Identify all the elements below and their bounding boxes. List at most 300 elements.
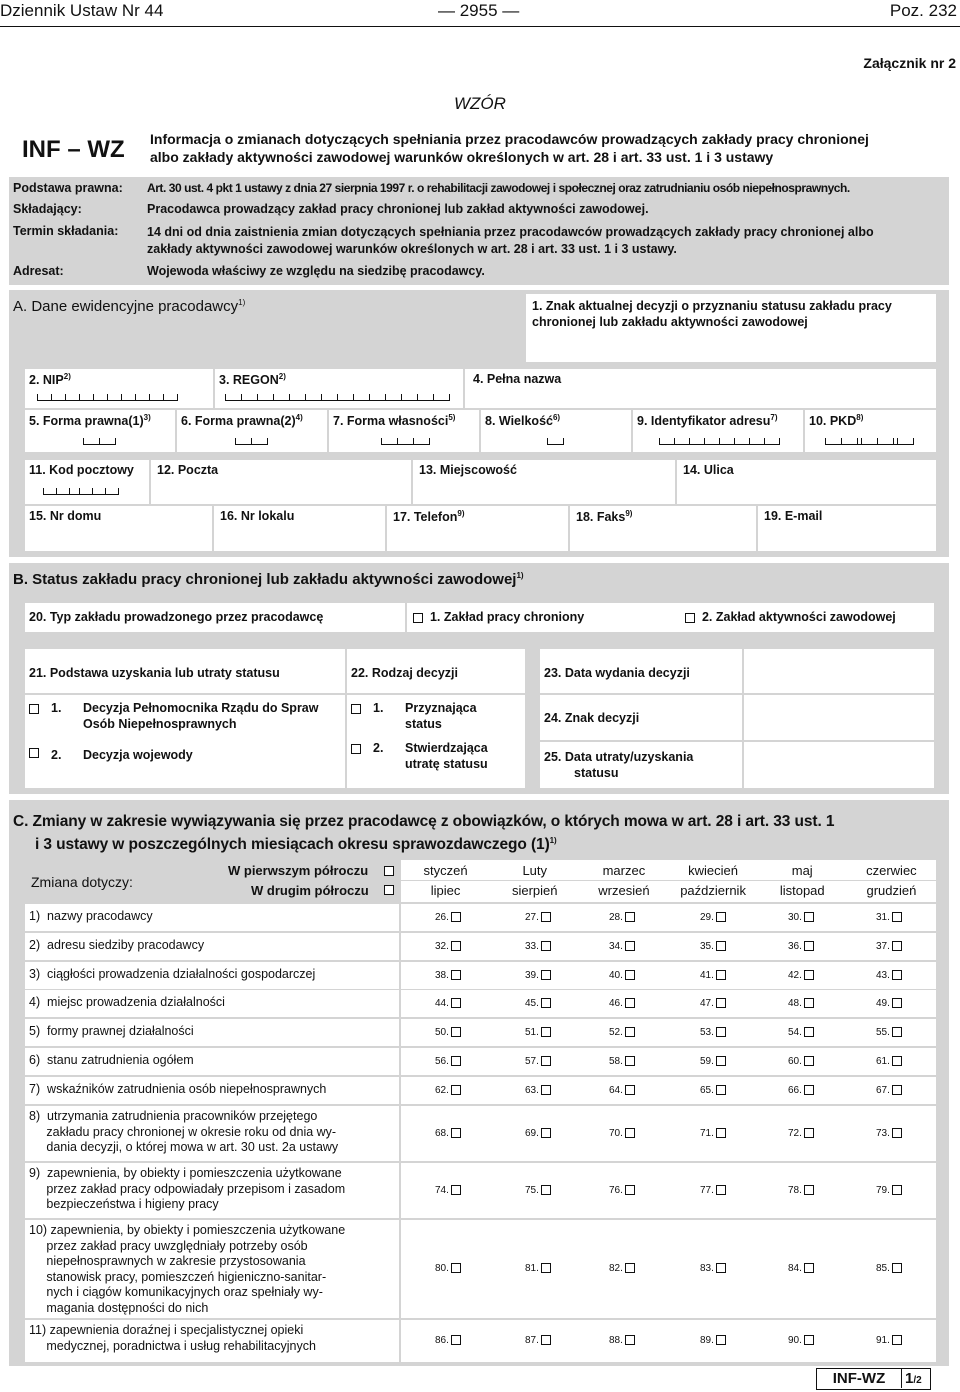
month-checkbox-item[interactable]: [700, 1027, 726, 1038]
field-2-footnote: 2): [63, 372, 71, 381]
checkbox-icon[interactable]: [804, 1128, 814, 1138]
month-checkbox-item[interactable]: [876, 1335, 902, 1346]
checkbox-icon[interactable]: [451, 1027, 461, 1037]
field-number: 53.: [700, 1026, 714, 1038]
checkbox-icon[interactable]: [451, 998, 461, 1008]
checkbox-icon[interactable]: [716, 912, 726, 922]
month-checkbox-item[interactable]: [525, 1128, 551, 1139]
month-checkbox-item[interactable]: [876, 1085, 902, 1096]
checkbox-icon[interactable]: [716, 1027, 726, 1037]
change-row-label-cell: [25, 1320, 399, 1362]
month-checkbox-item[interactable]: [435, 1085, 461, 1096]
field-number: 57.: [525, 1055, 539, 1067]
field-5-boxes[interactable]: [83, 438, 116, 445]
field-16-label: 16. Nr lokalu: [220, 509, 295, 523]
change-row-label: [29, 1109, 338, 1156]
month-checkbox-item[interactable]: [435, 998, 461, 1009]
field-16-apartment-number[interactable]: [214, 506, 385, 551]
month-checkbox-item[interactable]: [435, 1263, 461, 1274]
field-7-ownership-form[interactable]: [329, 410, 479, 452]
checkbox-icon[interactable]: [29, 748, 39, 758]
month-checkbox-item[interactable]: [609, 941, 635, 952]
checkbox-icon[interactable]: [892, 941, 902, 951]
checkbox-icon[interactable]: [716, 998, 726, 1008]
checkbox-icon[interactable]: [413, 613, 423, 623]
month-checkbox-item[interactable]: [700, 1085, 726, 1096]
checkbox-icon[interactable]: [892, 1128, 902, 1138]
month-checkbox-item[interactable]: [876, 941, 902, 952]
checkbox-icon[interactable]: [351, 744, 361, 754]
month-label: czerwiec: [866, 863, 917, 878]
month-checkbox-item[interactable]: [876, 1128, 902, 1139]
checkbox-icon[interactable]: [804, 1027, 814, 1037]
checkbox-icon[interactable]: [804, 941, 814, 951]
change-row-label-cell: [25, 962, 399, 989]
field-number: 33.: [525, 940, 539, 952]
checkbox-icon[interactable]: [804, 1335, 814, 1345]
page-number: — 2955 —: [438, 1, 520, 20]
checkbox-icon[interactable]: [541, 970, 551, 980]
month-checkbox-item[interactable]: [876, 912, 902, 923]
change-row-months: [401, 990, 936, 1017]
month-label: marzec: [602, 863, 646, 878]
field-4-label: 4. Pełna nazwa: [473, 372, 562, 386]
field-17-phone[interactable]: [387, 506, 568, 551]
checkbox-icon[interactable]: [541, 1185, 551, 1195]
field-9-address-id[interactable]: [633, 410, 803, 452]
month-checkbox-item[interactable]: [788, 1263, 814, 1274]
change-row-label-line: przez zakład pracy uwzględniały potrzeby osób: [29, 1238, 308, 1253]
field-18-label: [576, 509, 632, 524]
checkbox-icon[interactable]: [451, 912, 461, 922]
checkbox-icon[interactable]: [892, 1335, 902, 1345]
change-row-label-line: 4) miejsc prowadzenia działalności: [29, 995, 225, 1009]
form-title-line1: Informacja o zmianach dotyczących spełniania przez pracodawców prowadzących zakłady pracy chronionej: [150, 131, 869, 147]
postal-code-boxes[interactable]: [43, 488, 119, 495]
month-checkbox-item[interactable]: [700, 941, 726, 952]
month-checkbox-item[interactable]: [609, 1263, 635, 1274]
section-b-footnote: 1): [516, 571, 524, 580]
change-row-label: [29, 938, 204, 954]
month-checkbox-item[interactable]: [788, 998, 814, 1009]
checkbox-icon[interactable]: [804, 1056, 814, 1066]
change-row-label-cell: [25, 1048, 399, 1075]
month-checkbox-item[interactable]: [609, 998, 635, 1009]
change-row-months: [401, 1019, 936, 1046]
checkbox-icon[interactable]: [541, 1335, 551, 1345]
option-vocational-activity[interactable]: [685, 610, 896, 624]
field-8-size[interactable]: [481, 410, 631, 452]
field-number: 59.: [700, 1055, 714, 1067]
field-13-city[interactable]: [413, 460, 675, 504]
form-title-line2: albo zakłady aktywności zawodowej warunków określonych w art. 28 i art. 33 ust. 1 i 3 ustawy: [150, 149, 774, 165]
checkbox-icon[interactable]: [351, 704, 361, 714]
field-number: 70.: [609, 1127, 623, 1139]
footer-form-code: INF-WZ: [817, 1369, 902, 1388]
change-row-label: [29, 1024, 194, 1040]
month-checkbox-item[interactable]: [435, 1185, 461, 1196]
field-7-boxes[interactable]: [381, 438, 430, 445]
checkbox-icon[interactable]: [716, 1056, 726, 1066]
field-18-footnote: 9): [625, 509, 633, 518]
field-23-label: 23. Data wydania decyzji: [544, 666, 690, 680]
field-21-options: [25, 695, 345, 788]
field-10-boxes[interactable]: [825, 438, 914, 445]
field-6-legal-form-2[interactable]: [177, 410, 327, 452]
field-6-boxes[interactable]: [235, 438, 268, 445]
checkbox-icon[interactable]: [451, 1056, 461, 1066]
footer-box: [816, 1368, 931, 1390]
field-22-label: 22. Rodzaj decyzji: [351, 666, 458, 680]
change-row-label-line: 11) zapewnienia doraźnej i specjalistycznej opieki: [29, 1323, 304, 1337]
checkbox-icon[interactable]: [716, 1335, 726, 1345]
field-number: 26.: [435, 911, 449, 923]
checkbox-icon[interactable]: [625, 1085, 635, 1095]
change-row-label-line: 8) utrzymania zatrudnienia pracowników przejętego: [29, 1109, 318, 1123]
checkbox-icon[interactable]: [716, 1085, 726, 1095]
field-17-text: 17. Telefon: [393, 510, 458, 525]
checkbox-icon[interactable]: [716, 1185, 726, 1195]
month-checkbox-item[interactable]: [525, 1263, 551, 1274]
field-number: 83.: [700, 1263, 714, 1274]
change-row-label-line: 6) stanu zatrudnienia ogółem: [29, 1053, 194, 1067]
checkbox-icon[interactable]: [892, 1027, 902, 1037]
field-21-label: 21. Podstawa uzyskania lub utraty statusu: [29, 666, 280, 680]
field-9-footnote: 7): [770, 413, 778, 422]
month-checkbox-item[interactable]: [435, 912, 461, 923]
month-checkbox-item[interactable]: [876, 1056, 902, 1067]
field-number: 74.: [435, 1184, 449, 1196]
month-label: lipiec: [430, 883, 461, 898]
field-10-label: [809, 413, 863, 428]
field-number: 81.: [525, 1263, 539, 1274]
field-2-nip[interactable]: [25, 369, 213, 408]
month-checkbox-item[interactable]: [788, 1027, 814, 1038]
field-number: 56.: [435, 1055, 449, 1067]
field-24-input[interactable]: [744, 695, 934, 740]
change-row-label-cell: [25, 1077, 399, 1104]
option-number: 2.: [373, 741, 384, 755]
month-checkbox-item[interactable]: [525, 1085, 551, 1096]
field-number: 88.: [609, 1335, 623, 1346]
field-24-label: 24. Znak decyzji: [544, 711, 640, 725]
month-checkbox-item[interactable]: [609, 1056, 635, 1067]
change-row-label-cell: [25, 933, 399, 960]
checkbox-icon[interactable]: [625, 970, 635, 980]
months-second-half: [401, 883, 936, 899]
month-checkbox-item[interactable]: [525, 941, 551, 952]
checkbox-icon[interactable]: [451, 970, 461, 980]
month-checkbox-item[interactable]: [609, 1027, 635, 1038]
option-text-line1: Stwierdzająca: [405, 741, 488, 755]
field-number: 49.: [876, 997, 890, 1009]
month-label: styczeń: [423, 863, 468, 878]
change-row-label-line: zakładu pracy chronionej w okresie roku od dnia wy-: [29, 1124, 337, 1139]
month-checkbox-item[interactable]: [700, 1263, 726, 1274]
checkbox-icon[interactable]: [804, 970, 814, 980]
field-number: 41.: [700, 969, 714, 981]
checkbox-icon[interactable]: [804, 912, 814, 922]
month-checkbox-item[interactable]: [788, 970, 814, 981]
checkbox-icon[interactable]: [451, 1128, 461, 1138]
change-row-label: [29, 909, 153, 925]
month-checkbox-item[interactable]: [609, 1335, 635, 1346]
field-23-decision-date[interactable]: [540, 649, 742, 693]
field-8-text: 8. Wielkość: [485, 414, 553, 429]
field-number: 73.: [876, 1127, 890, 1139]
section-c-title-line1: C. Zmiany w zakresie wywiązywania się przez pracodawcę z obowiązków, o których mowa w art. 28 i art. 33 ust. 1: [13, 813, 835, 830]
month-checkbox-item[interactable]: [435, 1335, 461, 1346]
field-6-label: [181, 413, 303, 428]
change-row-label-cell: [25, 1106, 399, 1161]
checkbox-icon[interactable]: [451, 1085, 461, 1095]
checkbox-icon[interactable]: [892, 1185, 902, 1195]
checkbox-icon[interactable]: [29, 704, 39, 714]
field-number: 66.: [788, 1084, 802, 1096]
change-row-months: [401, 1106, 936, 1161]
field-6-text: 6. Forma prawna(2): [181, 414, 296, 429]
month-checkbox-item[interactable]: [700, 1335, 726, 1346]
checkbox-icon[interactable]: [541, 1263, 551, 1273]
field-3-regon[interactable]: [215, 369, 463, 408]
field-12-post-office[interactable]: [151, 460, 411, 504]
month-checkbox-item[interactable]: [609, 970, 635, 981]
field-number: 39.: [525, 969, 539, 981]
checkbox-icon[interactable]: [625, 1056, 635, 1066]
section-a-footnote: 1): [238, 298, 246, 307]
footer-page: [905, 1370, 922, 1387]
month-checkbox-item[interactable]: [435, 1128, 461, 1139]
checkbox-icon[interactable]: [541, 912, 551, 922]
checkbox-icon[interactable]: [451, 1185, 461, 1195]
checkbox-icon[interactable]: [716, 1263, 726, 1273]
option-revoking[interactable]: [351, 741, 488, 771]
month-checkbox-item[interactable]: [435, 1056, 461, 1067]
month-checkbox-item[interactable]: [435, 941, 461, 952]
field-4-full-name[interactable]: [465, 369, 936, 408]
deadline-line2: zakłady aktywności zawodowej warunków określonych w art. 28 i art. 33 ust. 1 i 3 ustawy.: [147, 242, 677, 256]
header-rule: [0, 26, 960, 27]
checkbox-icon[interactable]: [892, 912, 902, 922]
deadline-label: Termin składania:: [13, 224, 119, 238]
checkbox-icon[interactable]: [716, 1128, 726, 1138]
field-2-label: [29, 372, 71, 387]
field-25-label: [544, 750, 693, 781]
month-checkbox-item[interactable]: [788, 1056, 814, 1067]
field-10-pkd[interactable]: [805, 410, 936, 452]
deadline-line1: 14 dni od dnia zaistnienia zmian dotyczących spełniania przez pracodawców prowadzących zakłady pracy chronionej albo: [147, 225, 874, 239]
checkbox-icon[interactable]: [625, 1128, 635, 1138]
field-number: 38.: [435, 969, 449, 981]
month-checkbox-item[interactable]: [525, 970, 551, 981]
checkbox-icon[interactable]: [541, 941, 551, 951]
field-number: 75.: [525, 1184, 539, 1196]
month-checkbox-item[interactable]: [876, 998, 902, 1009]
month-checkbox-item[interactable]: [700, 1185, 726, 1196]
field-number: 86.: [435, 1335, 449, 1346]
month-checkbox-item[interactable]: [525, 912, 551, 923]
field-number: 35.: [700, 940, 714, 952]
month-label: wrzesień: [598, 883, 650, 898]
checkbox-icon[interactable]: [625, 1263, 635, 1273]
field-5-footnote: 3): [143, 413, 151, 422]
field-number: 43.: [876, 969, 890, 981]
field-6-footnote: 4): [295, 413, 303, 422]
option-plenipotentiary-decision[interactable]: [29, 701, 319, 731]
field-3-label: [219, 372, 286, 387]
field-15-label: 15. Nr domu: [29, 509, 102, 523]
field-number: 52.: [609, 1026, 623, 1038]
month-checkbox-item[interactable]: [700, 1128, 726, 1139]
checkbox-icon[interactable]: [541, 998, 551, 1008]
month-checkbox-item[interactable]: [609, 912, 635, 923]
change-row-months: [401, 962, 936, 989]
field-23-input[interactable]: [744, 649, 934, 693]
form-code: INF – WZ: [22, 136, 125, 163]
month-checkbox-item[interactable]: [788, 1085, 814, 1096]
field-number: 48.: [788, 997, 802, 1009]
field-5-legal-form-1[interactable]: [25, 410, 175, 452]
section-b-title-text: B. Status zakładu pracy chronionej lub zakładu aktywności zawodowej: [13, 571, 517, 588]
checkbox-icon[interactable]: [541, 1027, 551, 1037]
field-15-house-number[interactable]: [25, 506, 212, 551]
annex-label: Załącznik nr 2: [863, 55, 956, 71]
field-number: 82.: [609, 1263, 623, 1274]
field-1-decision-number[interactable]: [526, 294, 936, 362]
month-checkbox-item[interactable]: [876, 1027, 902, 1038]
field-number: 45.: [525, 997, 539, 1009]
section-c-title-line2: i 3 ustawy w poszczególnych miesiącach okresu sprawozdawczego (1): [35, 836, 550, 854]
checkbox-icon[interactable]: [892, 1056, 902, 1066]
checkbox-icon[interactable]: [451, 1263, 461, 1273]
month-checkbox-item[interactable]: [525, 1335, 551, 1346]
field-25-line2: statusu: [574, 765, 619, 780]
month-checkbox-item[interactable]: [788, 1128, 814, 1139]
month-checkbox-item[interactable]: [788, 941, 814, 952]
field-20-label: 20. Typ zakładu prowadzonego przez pracodawcę: [29, 610, 324, 624]
section-c-title-line2-wrap: [13, 831, 834, 854]
option-granting[interactable]: [351, 701, 477, 731]
second-half-checkbox[interactable]: [384, 885, 394, 895]
field-19-email[interactable]: [758, 506, 936, 551]
checkbox-icon[interactable]: [625, 998, 635, 1008]
field-19-label: 19. E-mail: [764, 509, 823, 523]
field-10-text: 10. PKD: [809, 414, 857, 429]
field-18-text: 18. Faks: [576, 510, 626, 525]
field-number: 91.: [876, 1335, 890, 1346]
option-sheltered-workshop[interactable]: [413, 610, 584, 624]
checkbox-icon[interactable]: [716, 970, 726, 980]
field-14-street[interactable]: [677, 460, 936, 504]
checkbox-icon[interactable]: [892, 1085, 902, 1095]
field-11-postal-code[interactable]: [25, 460, 149, 504]
field-25-status-date[interactable]: [540, 742, 742, 788]
checkbox-icon[interactable]: [625, 1185, 635, 1195]
month-checkbox-item[interactable]: [435, 970, 461, 981]
checkbox-icon[interactable]: [625, 1027, 635, 1037]
checkbox-icon[interactable]: [804, 998, 814, 1008]
checkbox-icon[interactable]: [716, 941, 726, 951]
field-number: 37.: [876, 940, 890, 952]
nip-digit-boxes[interactable]: [37, 394, 178, 401]
change-row-label: [29, 1082, 326, 1098]
month-label: kwiecień: [688, 863, 738, 878]
month-checkbox-item[interactable]: [788, 912, 814, 923]
checkbox-icon[interactable]: [625, 1335, 635, 1345]
month-checkbox-item[interactable]: [876, 1263, 902, 1274]
change-row-months: [401, 933, 936, 960]
month-checkbox-item[interactable]: [609, 1128, 635, 1139]
month-checkbox-item[interactable]: [525, 1056, 551, 1067]
field-20-label-cell: [25, 603, 405, 632]
month-checkbox-item[interactable]: [525, 1027, 551, 1038]
field-25-input[interactable]: [744, 742, 934, 788]
field-18-fax[interactable]: [570, 506, 756, 551]
checkbox-icon[interactable]: [804, 1185, 814, 1195]
change-row-label: [29, 995, 225, 1011]
change-row-label-line: 1) nazwy pracodawcy: [29, 909, 153, 923]
change-row-label: [29, 967, 315, 983]
month-checkbox-item[interactable]: [788, 1335, 814, 1346]
checkbox-icon[interactable]: [625, 941, 635, 951]
field-number: 65.: [700, 1084, 714, 1096]
month-label: sierpień: [511, 883, 558, 898]
change-row-label-cell: [25, 990, 399, 1017]
change-row-months: [401, 1077, 936, 1104]
field-9-boxes[interactable]: [659, 438, 780, 445]
checkbox-icon[interactable]: [804, 1263, 814, 1273]
month-checkbox-item[interactable]: [435, 1027, 461, 1038]
month-checkbox-item[interactable]: [876, 1185, 902, 1196]
checkbox-icon[interactable]: [892, 1263, 902, 1273]
field-8-boxes[interactable]: [547, 438, 564, 445]
month-checkbox-item[interactable]: [525, 1185, 551, 1196]
month-checkbox-item[interactable]: [788, 1185, 814, 1196]
field-number: 69.: [525, 1127, 539, 1139]
month-checkbox-item[interactable]: [876, 970, 902, 981]
month-checkbox-item[interactable]: [525, 998, 551, 1009]
month-checkbox-item[interactable]: [700, 1056, 726, 1067]
month-checkbox-item[interactable]: [700, 970, 726, 981]
checkbox-icon[interactable]: [892, 998, 902, 1008]
month-checkbox-item[interactable]: [700, 998, 726, 1009]
month-checkbox-item[interactable]: [609, 1185, 635, 1196]
option-voivode-decision[interactable]: [29, 745, 193, 762]
option-vocational-activity-label: 2. Zakład aktywności zawodowej: [701, 610, 896, 624]
checkbox-icon[interactable]: [804, 1085, 814, 1095]
checkbox-icon[interactable]: [625, 912, 635, 922]
section-c-title: [13, 812, 834, 854]
submitter-label: Składający:: [13, 202, 82, 216]
checkbox-icon[interactable]: [541, 1085, 551, 1095]
submitter-value: Pracodawca prowadzący zakład pracy chronionej lub zakład aktywności zawodowej.: [147, 202, 649, 216]
checkbox-icon[interactable]: [685, 613, 695, 623]
regon-digit-boxes[interactable]: [225, 394, 450, 401]
month-checkbox-item[interactable]: [700, 912, 726, 923]
checkbox-icon[interactable]: [541, 1056, 551, 1066]
field-9-label: [637, 413, 778, 428]
checkbox-icon[interactable]: [892, 970, 902, 980]
checkbox-icon[interactable]: [451, 1335, 461, 1345]
month-checkbox-item[interactable]: [609, 1085, 635, 1096]
field-24-decision-number[interactable]: [540, 695, 742, 740]
field-number: 29.: [700, 911, 714, 923]
field-11-label: 11. Kod pocztowy: [29, 463, 134, 477]
checkbox-icon[interactable]: [451, 941, 461, 951]
field-number: 79.: [876, 1184, 890, 1196]
first-half-checkbox[interactable]: [384, 866, 394, 876]
checkbox-icon[interactable]: [541, 1128, 551, 1138]
